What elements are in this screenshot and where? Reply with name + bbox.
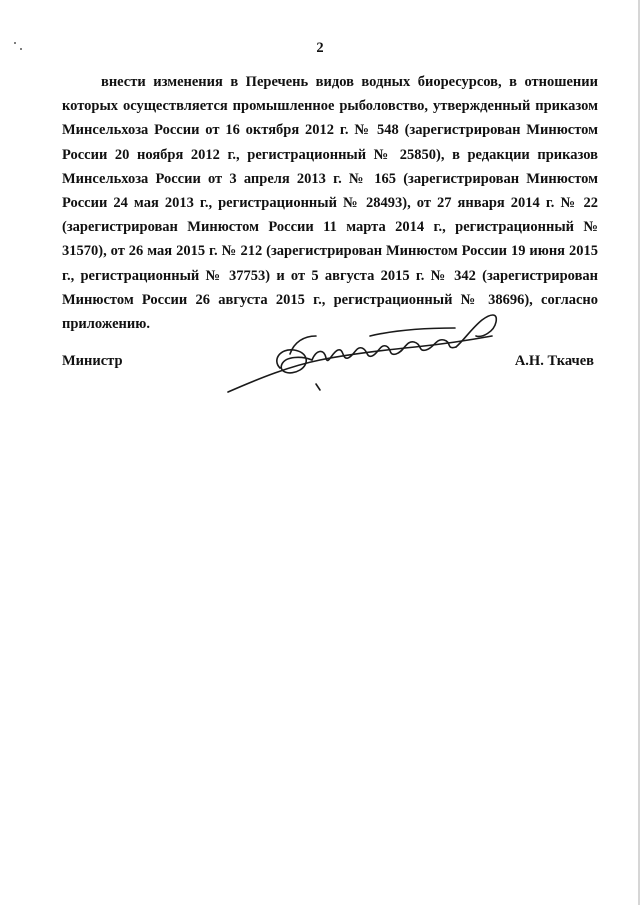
body-paragraph: внести изменения в Перечень видов водных биоресурсов, в отношении которых осуществляется промышленное рыболовство, утвержденный приказом Минсельхоза России от 16 октября 2012 г. № 548 (зарегистрирован Минюстом России 20 ноября 2012 г., регистрационный № 25850), в редакции приказов Минсельхоза России от 3 апреля 2013 г. № 165 (зарегистрирован Минюстом России 24 мая 2013 г., регистрационный № 28493), от 27 января 2014 г. № 22 (зарегистрирован Минюстом России 11 марта 2014 г., регистрационный № 31570), от 26 мая 2015 г. № 212 (зарегистрирован Минюстом России 19 июня 2015 г., регистрационный № 37753) и от 5 августа 2015 г. № 342 (зарегистрирован Минюстом России 26 августа 2015 г., регистрационный № 38696), согласно приложению. — [62, 74, 598, 333]
signer-title: Министр — [62, 353, 123, 369]
signer-name: А.Н. Ткачев — [514, 353, 594, 369]
handwritten-signature — [220, 300, 520, 410]
page-number: 2 — [316, 40, 324, 56]
